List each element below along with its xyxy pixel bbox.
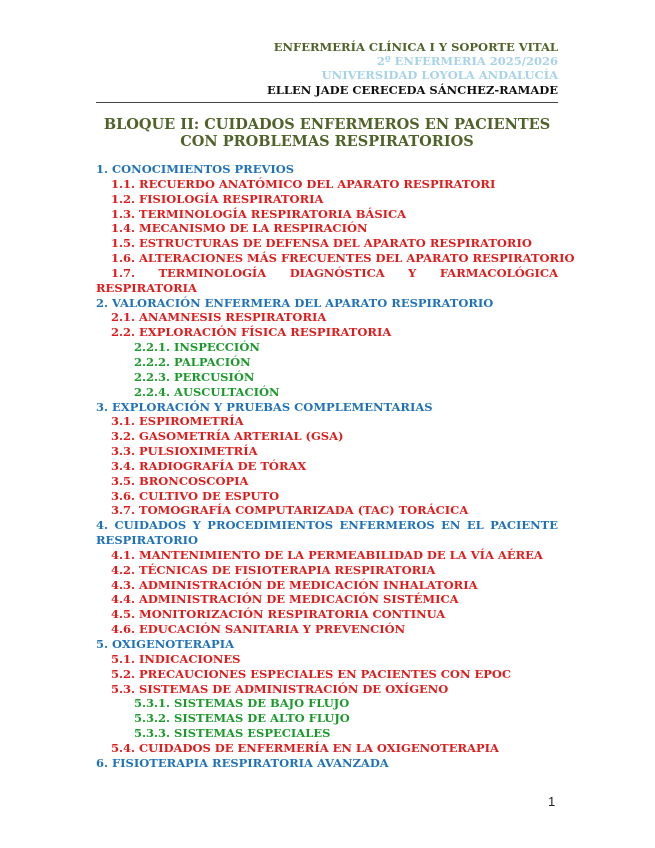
toc-item: 1.4. MECANISMO DE LA RESPIRACIÓN (111, 221, 368, 236)
toc-item: 3. EXPLORACIÓN Y PRUEBAS COMPLEMENTARIAS (96, 399, 433, 414)
toc-item: 5.1. INDICACIONES (111, 651, 241, 666)
header-author: ELLEN JADE CERECEDA SÁNCHEZ-RAMADE (267, 83, 558, 97)
page-title: BLOQUE II: CUIDADOS ENFERMEROS EN PACIENTES CON PROBLEMAS RESPIRATORIOS (103, 116, 551, 150)
toc-item: 2.2.2. PALPACIÓN (134, 354, 251, 369)
toc-item: 1.2. FISIOLOGÍA RESPIRATORIA (111, 191, 324, 206)
toc-item: 4.1. MANTENIMIENTO DE LA PERMEABILIDAD DE LA VÍA AÉREA (111, 547, 543, 562)
toc-item: 4.4. ADMINISTRACIÓN DE MEDICACIÓN SISTÉMICA (111, 592, 459, 607)
toc-item: 1.1. RECUERDO ANATÓMICO DEL APARATO RESPIRATORI (111, 176, 496, 191)
toc-item: 4.2. TÉCNICAS DE FISIOTERAPIA RESPIRATORIA (111, 562, 436, 577)
toc-item: 2.2.1. INSPECCIÓN (134, 340, 260, 355)
table-of-contents (96, 162, 575, 771)
toc-item: 5.3.2. SISTEMAS DE ALTO FLUJO (134, 711, 350, 726)
header-course-year: 2º ENFERMERIA 2025/2026 (376, 54, 558, 68)
toc-item: 1. CONOCIMIENTOS PREVIOS (96, 162, 295, 176)
header-divider (96, 102, 558, 103)
toc-item: 1.5. ESTRUCTURAS DE DEFENSA DEL APARATO RESPIRATORIO (111, 236, 532, 251)
toc-item: 3.4. RADIOGRAFÍA DE TÓRAX (111, 458, 307, 473)
toc-item: 2.2.3. PERCUSIÓN (134, 369, 255, 384)
toc-item (96, 266, 558, 296)
toc-item: 5. OXIGENOTERAPIA (96, 637, 234, 651)
toc-item: 4.3. ADMINISTRACIÓN DE MEDICACIÓN INHALATORIA (111, 577, 478, 592)
toc-item: 4. CUIDADOS Y PROCEDIMIENTOS ENFERMEROS EN EL PACIENTE RESPIRATORIO (96, 518, 558, 548)
toc-item: 2.1. ANAMNESIS RESPIRATORIA (111, 310, 327, 325)
toc-item: 5.4. CUIDADOS DE ENFERMERÍA EN LA OXIGENOTERAPIA (111, 740, 499, 755)
toc-item: 2.2.4. AUSCULTACIÓN (134, 384, 280, 399)
toc-item: 4.5. MONITORIZACIÓN RESPIRATORIA CONTINUA (111, 607, 446, 622)
toc-item: 6. FISIOTERAPIA RESPIRATORIA AVANZADA (96, 755, 389, 770)
toc-item: 5.3.3. SISTEMAS ESPECIALES (134, 726, 331, 741)
toc-item: 5.3.1. SISTEMAS DE BAJO FLUJO (134, 696, 350, 711)
header-course-title: ENFERMERÍA CLÍNICA I Y SOPORTE VITAL (273, 40, 558, 54)
header-university: UNIVERSIDAD LOYOLA ANDALUCÍA (321, 68, 558, 82)
toc-item: 1.3. TERMINOLOGÍA RESPIRATORIA BÁSICA (111, 206, 407, 221)
toc-item: 2. VALORACIÓN ENFERMERA DEL APARATO RESPIRATORIO (96, 295, 494, 310)
toc-item: 4.6. EDUCACIÓN SANITARIA Y PREVENCIÓN (111, 622, 406, 637)
toc-item: 3.7. TOMOGRAFÍA COMPUTARIZADA (TAC) TORÁCICA (111, 503, 469, 518)
toc-item: 1.6. ALTERACIONES MÁS FRECUENTES DEL APARATO RESPIRATORIO (111, 251, 575, 266)
toc-item: 3.1. ESPIROMETRÍA (111, 414, 244, 429)
toc-item: 5.3. SISTEMAS DE ADMINISTRACIÓN DE OXÍGENO (111, 681, 449, 696)
toc-item: 3.5. BRONCOSCOPIA (111, 473, 249, 488)
toc-item: 2.2. EXPLORACIÓN FÍSICA RESPIRATORIA (111, 325, 392, 340)
toc-item: 5.2. PRECAUCIONES ESPECIALES EN PACIENTES CON EPOC (111, 666, 512, 681)
toc-item: 3.2. GASOMETRÍA ARTERIAL (GSA) (111, 429, 344, 444)
page-number: 1 (548, 794, 556, 809)
toc-item: 3.6. CULTIVO DE ESPUTO (111, 488, 280, 503)
toc-item-text: 1.7. TERMINOLOGÍA DIAGNÓSTICA Y FARMACOLÓGICA RESPIRATORIA (96, 265, 558, 295)
toc-item: 3.3. PULSIOXIMETRÍA (111, 444, 258, 459)
